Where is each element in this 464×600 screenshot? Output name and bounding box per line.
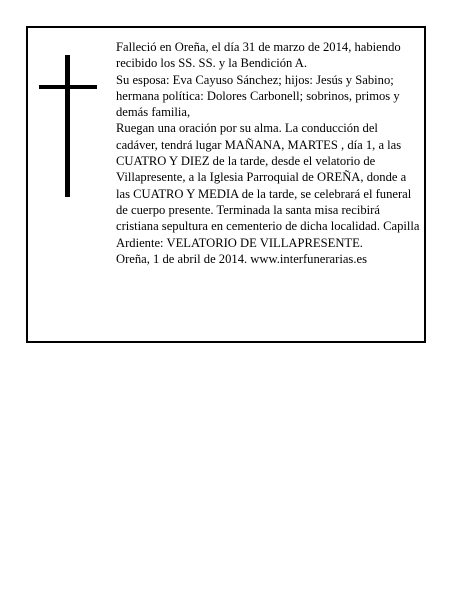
funeral-details: Ruegan una oración por su alma. La conducción del cadáver, tendrá lugar MAÑANA, MARTES , día 1, a las CUATRO Y DIEZ de la tarde, desde el velatorio de Villapresente, a la Iglesia Parroquial de OREÑA, donde a las CUATRO Y MEDIA de la tarde, se celebrará el funeral de cuerpo presente. Terminada la santa misa recibirá cristiana sepultura en cementerio de dicha localidad. Capilla Ardiente: VELATORIO DE VILLAPRESENTE. — [116, 121, 420, 250]
family-list: Su esposa: Eva Cayuso Sánchez; hijos: Jesús y Sabino; hermana política: Dolores Carbonell; sobrinos, primos y demás familia, — [116, 72, 400, 120]
cross-icon — [39, 55, 97, 197]
obituary-notice — [26, 26, 426, 343]
date-source-line: Oreña, 1 de abril de 2014. www.interfunerarias.es — [116, 251, 367, 266]
death-announcement: Falleció en Oreña, el día 31 de marzo de 2014, habiendo recibido los SS. SS. y la Bendición A. — [116, 40, 401, 71]
obituary-text — [116, 39, 422, 267]
